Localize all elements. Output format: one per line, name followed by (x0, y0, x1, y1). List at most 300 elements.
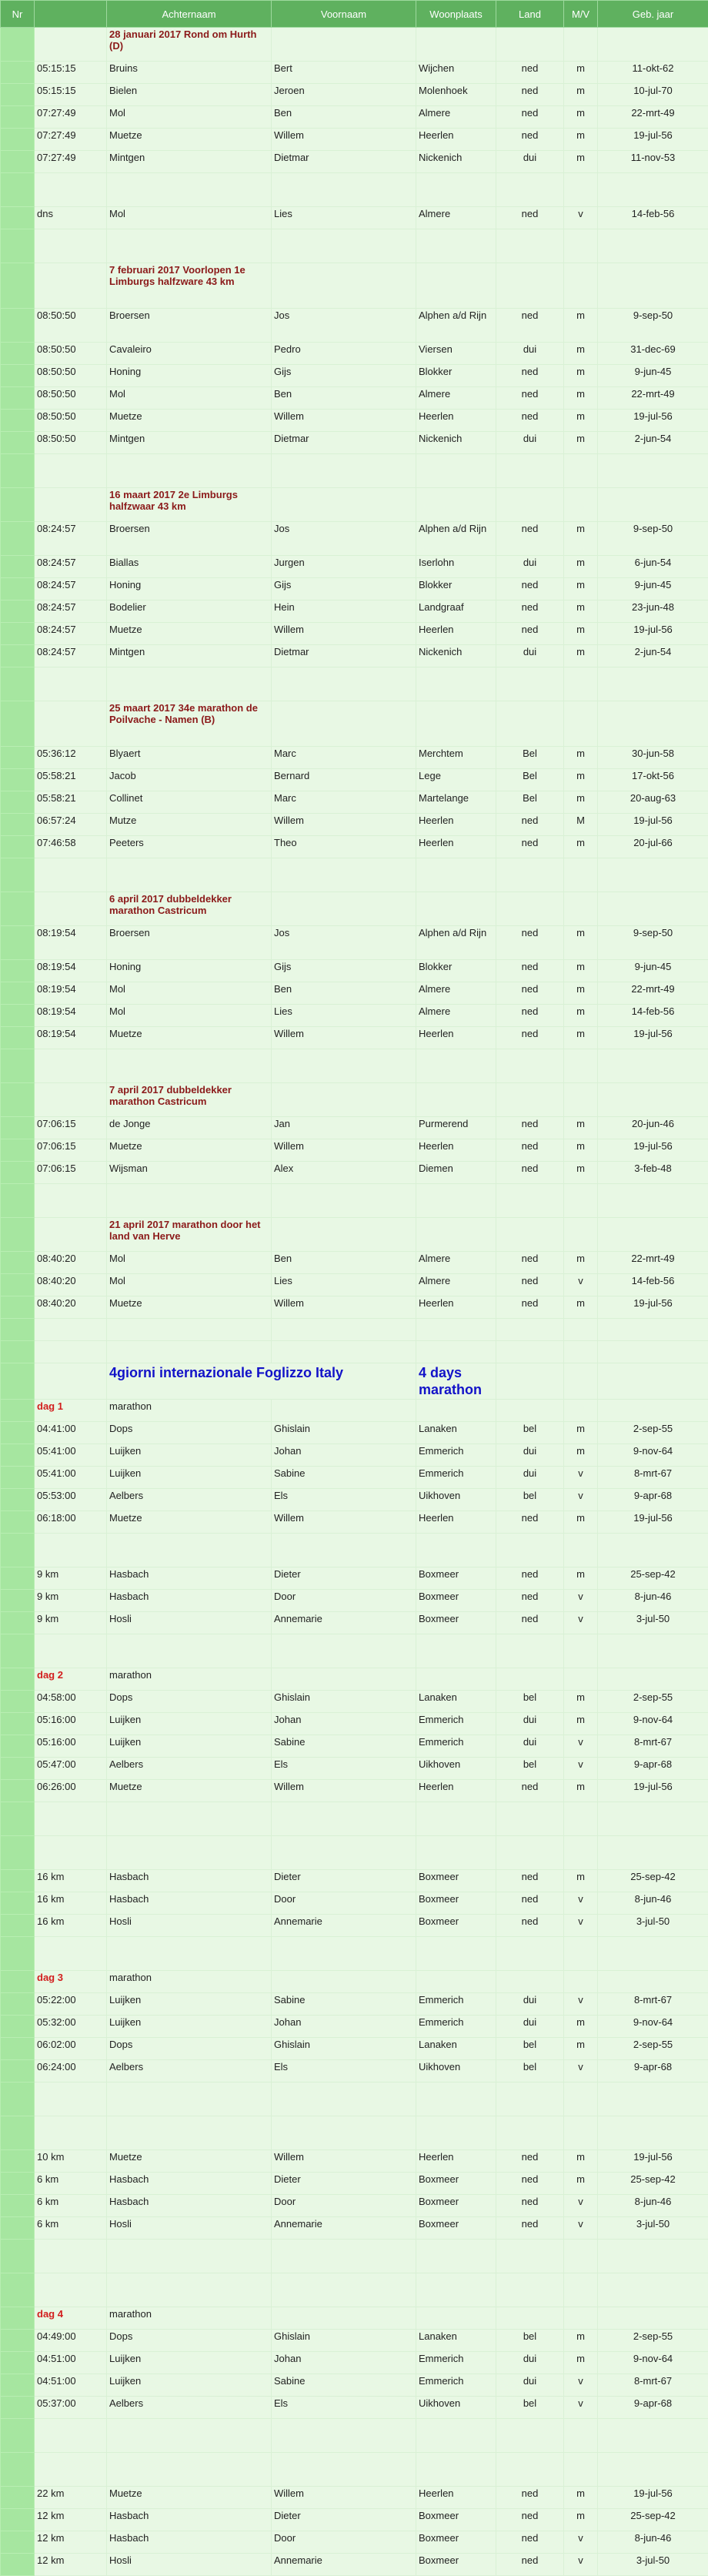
empty-cell (598, 1971, 708, 1993)
result-row (1, 1117, 708, 1139)
geb-jaar-cell: 2-sep-55 (598, 1691, 708, 1713)
empty-cell (107, 1937, 272, 1971)
geb-jaar-cell: 25-sep-42 (598, 2509, 708, 2531)
empty-cell (416, 263, 496, 309)
mv-cell: m (564, 1780, 598, 1802)
nr-cell (1, 747, 35, 769)
voornaam-cell: Willem (272, 1139, 416, 1162)
land-cell: dui (496, 1993, 564, 2016)
geb-jaar-cell: 20-jun-46 (598, 1117, 708, 1139)
empty-cell (107, 1836, 272, 1870)
nr-cell (1, 2016, 35, 2038)
mv-cell: v (564, 2397, 598, 2419)
achternaam-cell: Honing (107, 365, 272, 387)
achternaam-cell: de Jonge (107, 1117, 272, 1139)
header-voornaam: Voornaam (272, 1, 416, 28)
voornaam-cell: Dietmar (272, 432, 416, 454)
land-cell: ned (496, 2509, 564, 2531)
empty-cell (598, 1319, 708, 1341)
empty-cell (598, 263, 708, 309)
result-row (1, 2195, 708, 2217)
time-cell: 08:24:57 (35, 556, 107, 578)
empty-cell (564, 454, 598, 488)
event-heading-row (1, 488, 708, 522)
nr-cell (1, 488, 35, 522)
event-heading-row (1, 1083, 708, 1117)
woonplaats-cell: Alphen a/d Rijn (416, 926, 496, 960)
empty-cell (496, 1634, 564, 1668)
time-cell: 08:50:50 (35, 432, 107, 454)
land-cell: ned (496, 1590, 564, 1612)
voornaam-cell: Sabine (272, 1735, 416, 1758)
nr-cell (1, 1218, 35, 1252)
empty-cell (35, 173, 107, 207)
woonplaats-cell: Molenhoek (416, 84, 496, 106)
land-cell: dui (496, 2016, 564, 2038)
time-cell: 05:15:15 (35, 84, 107, 106)
result-row (1, 791, 708, 814)
voornaam-cell: Ben (272, 1252, 416, 1274)
nr-cell (1, 791, 35, 814)
result-row (1, 1511, 708, 1534)
time-cell: 16 km (35, 1870, 107, 1892)
event-title: 7 februari 2017 Voorlopen 1e Limburgs halfzware 43 km (107, 263, 272, 309)
voornaam-cell: Dieter (272, 2509, 416, 2531)
nr-cell (1, 309, 35, 343)
woonplaats-cell: Nickenich (416, 151, 496, 173)
land-cell: ned (496, 1005, 564, 1027)
empty-cell (107, 1341, 272, 1363)
nr-cell (1, 2554, 35, 2576)
empty-cell (35, 1836, 107, 1870)
geb-jaar-cell: 8-mrt-67 (598, 1467, 708, 1489)
result-row (1, 1567, 708, 1590)
result-row (1, 1612, 708, 1634)
woonplaats-cell: Heerlen (416, 410, 496, 432)
nr-cell (1, 1971, 35, 1993)
achternaam-cell: Luijken (107, 2016, 272, 2038)
empty-cell (598, 1802, 708, 1836)
time-cell: 16 km (35, 1892, 107, 1915)
nr-cell (1, 892, 35, 926)
empty-cell (272, 2273, 416, 2307)
result-row (1, 2397, 708, 2419)
woonplaats-cell: Boxmeer (416, 1892, 496, 1915)
voornaam-cell: Willem (272, 1296, 416, 1319)
empty-cell (496, 1083, 564, 1117)
empty-cell (272, 263, 416, 309)
nr-cell (1, 2116, 35, 2150)
empty-cell (272, 2083, 416, 2116)
woonplaats-cell: Boxmeer (416, 1915, 496, 1937)
empty-cell (416, 1668, 496, 1691)
empty-cell (272, 1049, 416, 1083)
nr-cell (1, 1363, 35, 1400)
voornaam-cell: Hein (272, 601, 416, 623)
woonplaats-cell: Emmerich (416, 2016, 496, 2038)
land-cell: ned (496, 106, 564, 129)
voornaam-cell: Els (272, 1758, 416, 1780)
nr-cell (1, 1184, 35, 1218)
empty-cell (35, 454, 107, 488)
voornaam-cell: Els (272, 2397, 416, 2419)
mv-cell: v (564, 1489, 598, 1511)
event-heading-row (1, 263, 708, 309)
empty-cell (598, 1083, 708, 1117)
woonplaats-cell: Boxmeer (416, 2195, 496, 2217)
mv-cell: v (564, 1892, 598, 1915)
empty-cell (598, 1634, 708, 1668)
time-cell: 06:57:24 (35, 814, 107, 836)
header-nr: Nr (1, 1, 35, 28)
empty-cell (35, 1319, 107, 1341)
voornaam-cell: Els (272, 1489, 416, 1511)
empty-cell (496, 1363, 564, 1400)
woonplaats-cell: Heerlen (416, 623, 496, 645)
woonplaats-cell: Blokker (416, 365, 496, 387)
land-cell: ned (496, 982, 564, 1005)
nr-cell (1, 387, 35, 410)
nr-cell (1, 2173, 35, 2195)
empty-cell (416, 454, 496, 488)
woonplaats-cell: Almere (416, 106, 496, 129)
empty-cell (107, 229, 272, 263)
voornaam-cell: Willem (272, 2150, 416, 2173)
empty-cell (416, 1218, 496, 1252)
nr-cell (1, 2273, 35, 2307)
empty-cell (272, 454, 416, 488)
time-cell: 04:49:00 (35, 2330, 107, 2352)
empty-cell (416, 2453, 496, 2487)
empty-cell (272, 1668, 416, 1691)
mv-cell: m (564, 1139, 598, 1162)
empty-cell (272, 2307, 416, 2330)
achternaam-cell: Dops (107, 1691, 272, 1713)
voornaam-cell: Willem (272, 2487, 416, 2509)
empty-cell (272, 2116, 416, 2150)
empty-cell (272, 1634, 416, 1668)
land-cell: dui (496, 343, 564, 365)
geb-jaar-cell: 11-okt-62 (598, 62, 708, 84)
empty-cell (416, 1083, 496, 1117)
time-cell: 6 km (35, 2195, 107, 2217)
nr-cell (1, 207, 35, 229)
result-row (1, 387, 708, 410)
mv-cell: v (564, 1590, 598, 1612)
achternaam-cell: Hasbach (107, 1870, 272, 1892)
nr-cell (1, 2240, 35, 2273)
land-cell: ned (496, 1117, 564, 1139)
geb-jaar-cell: 9-apr-68 (598, 1758, 708, 1780)
voornaam-cell: Willem (272, 1511, 416, 1534)
voornaam-cell: Marc (272, 791, 416, 814)
empty-cell (564, 1802, 598, 1836)
land-cell: bel (496, 2038, 564, 2060)
achternaam-cell: Broersen (107, 522, 272, 556)
time-cell: 07:27:49 (35, 106, 107, 129)
geb-jaar-cell: 9-sep-50 (598, 926, 708, 960)
empty-cell (496, 667, 564, 701)
result-row (1, 1691, 708, 1713)
header-geb-jaar: Geb. jaar (598, 1, 708, 28)
achternaam-cell: Wijsman (107, 1162, 272, 1184)
empty-cell (272, 858, 416, 892)
empty-cell (35, 2240, 107, 2273)
day-type: marathon (107, 1971, 272, 1993)
nr-cell (1, 1937, 35, 1971)
empty-cell (496, 1319, 564, 1341)
mv-cell: m (564, 1567, 598, 1590)
land-cell: dui (496, 1713, 564, 1735)
empty-cell (496, 1802, 564, 1836)
achternaam-cell: Dops (107, 1422, 272, 1444)
woonplaats-cell: Blokker (416, 578, 496, 601)
geb-jaar-cell: 2-sep-55 (598, 1422, 708, 1444)
woonplaats-cell: Emmerich (416, 2352, 496, 2374)
empty-cell (564, 173, 598, 207)
land-cell: ned (496, 1870, 564, 1892)
empty-cell (416, 28, 496, 62)
empty-cell (107, 1534, 272, 1567)
empty-cell (35, 1363, 107, 1400)
empty-cell (598, 2240, 708, 2273)
land-cell: ned (496, 2217, 564, 2240)
voornaam-cell: Theo (272, 836, 416, 858)
geb-jaar-cell: 3-feb-48 (598, 1162, 708, 1184)
achternaam-cell: Honing (107, 960, 272, 982)
empty-cell (496, 2419, 564, 2453)
empty-cell (496, 28, 564, 62)
nr-cell (1, 645, 35, 667)
time-cell: 07:27:49 (35, 129, 107, 151)
geb-jaar-cell: 9-sep-50 (598, 309, 708, 343)
empty-cell (107, 1049, 272, 1083)
empty-cell (416, 1634, 496, 1668)
woonplaats-cell: Emmerich (416, 1467, 496, 1489)
woonplaats-cell: Blokker (416, 960, 496, 982)
spacer-row (1, 1319, 708, 1341)
land-cell: ned (496, 2173, 564, 2195)
voornaam-cell: Willem (272, 1027, 416, 1049)
time-cell: 08:50:50 (35, 309, 107, 343)
result-row (1, 982, 708, 1005)
time-cell: 08:19:54 (35, 982, 107, 1005)
geb-jaar-cell: 8-mrt-67 (598, 1993, 708, 2016)
land-cell: dui (496, 432, 564, 454)
day-type: marathon (107, 1400, 272, 1422)
empty-cell (416, 173, 496, 207)
time-cell: 12 km (35, 2531, 107, 2554)
empty-cell (272, 2240, 416, 2273)
nr-cell (1, 2150, 35, 2173)
land-cell: ned (496, 62, 564, 84)
time-cell: 05:47:00 (35, 1758, 107, 1780)
empty-cell (564, 1400, 598, 1422)
achternaam-cell: Muetze (107, 2487, 272, 2509)
voornaam-cell: Jan (272, 1117, 416, 1139)
empty-cell (564, 2240, 598, 2273)
voornaam-cell: Dietmar (272, 151, 416, 173)
woonplaats-cell: Merchtem (416, 747, 496, 769)
empty-cell (496, 858, 564, 892)
voornaam-cell: Johan (272, 1713, 416, 1735)
geb-jaar-cell: 19-jul-56 (598, 1027, 708, 1049)
mv-cell: m (564, 62, 598, 84)
mv-cell: m (564, 2487, 598, 2509)
empty-cell (272, 1802, 416, 1836)
event-title: 25 maart 2017 34e marathon de Poilvache - Namen (B) (107, 701, 272, 747)
empty-cell (598, 2116, 708, 2150)
nr-cell (1, 1534, 35, 1567)
voornaam-cell: Jurgen (272, 556, 416, 578)
woonplaats-cell: Emmerich (416, 1713, 496, 1735)
achternaam-cell: Hasbach (107, 2509, 272, 2531)
mv-cell: m (564, 387, 598, 410)
land-cell: ned (496, 410, 564, 432)
achternaam-cell: Luijken (107, 1467, 272, 1489)
woonplaats-cell: Lanaken (416, 2330, 496, 2352)
time-cell: 08:24:57 (35, 645, 107, 667)
nr-cell (1, 1915, 35, 1937)
time-cell: 04:58:00 (35, 1691, 107, 1713)
woonplaats-cell: Lanaken (416, 1422, 496, 1444)
land-cell: dui (496, 645, 564, 667)
mv-cell: v (564, 207, 598, 229)
nr-cell (1, 1489, 35, 1511)
empty-cell (416, 1400, 496, 1422)
voornaam-cell: Gijs (272, 960, 416, 982)
geb-jaar-cell: 14-feb-56 (598, 207, 708, 229)
geb-jaar-cell: 9-apr-68 (598, 2397, 708, 2419)
day-type: marathon (107, 1668, 272, 1691)
voornaam-cell: Door (272, 2195, 416, 2217)
empty-cell (564, 2307, 598, 2330)
land-cell: bel (496, 2397, 564, 2419)
empty-cell (496, 2453, 564, 2487)
nr-cell (1, 1691, 35, 1713)
empty-cell (564, 1363, 598, 1400)
empty-cell (598, 667, 708, 701)
mv-cell: m (564, 2150, 598, 2173)
achternaam-cell: Honing (107, 578, 272, 601)
land-cell: ned (496, 309, 564, 343)
nr-cell (1, 1049, 35, 1083)
achternaam-cell: Mintgen (107, 645, 272, 667)
achternaam-cell: Hosli (107, 1915, 272, 1937)
achternaam-cell: Hasbach (107, 2195, 272, 2217)
woonplaats-cell: Heerlen (416, 1780, 496, 1802)
geb-jaar-cell: 3-jul-50 (598, 2217, 708, 2240)
empty-cell (35, 1534, 107, 1567)
empty-cell (496, 1184, 564, 1218)
empty-cell (564, 1049, 598, 1083)
mv-cell: m (564, 2509, 598, 2531)
land-cell: dui (496, 151, 564, 173)
empty-cell (35, 28, 107, 62)
empty-cell (598, 1534, 708, 1567)
day-heading-row (1, 1971, 708, 1993)
achternaam-cell: Mintgen (107, 432, 272, 454)
empty-cell (496, 454, 564, 488)
land-cell: ned (496, 522, 564, 556)
empty-cell (35, 858, 107, 892)
empty-cell (496, 1218, 564, 1252)
geb-jaar-cell: 19-jul-56 (598, 1511, 708, 1534)
empty-cell (35, 2453, 107, 2487)
nr-cell (1, 106, 35, 129)
empty-cell (564, 2453, 598, 2487)
nr-cell (1, 1567, 35, 1590)
voornaam-cell: Marc (272, 747, 416, 769)
mv-cell: m (564, 1444, 598, 1467)
land-cell: dui (496, 2374, 564, 2397)
land-cell: ned (496, 84, 564, 106)
geb-jaar-cell: 10-jul-70 (598, 84, 708, 106)
land-cell: Bel (496, 747, 564, 769)
geb-jaar-cell: 19-jul-56 (598, 410, 708, 432)
mv-cell: m (564, 1117, 598, 1139)
mv-cell: m (564, 791, 598, 814)
empty-cell (107, 454, 272, 488)
empty-cell (416, 229, 496, 263)
result-row (1, 151, 708, 173)
achternaam-cell: Mol (107, 387, 272, 410)
result-row (1, 1274, 708, 1296)
land-cell: ned (496, 1296, 564, 1319)
achternaam-cell: Mol (107, 982, 272, 1005)
mv-cell: m (564, 836, 598, 858)
empty-cell (496, 1400, 564, 1422)
nr-cell (1, 1139, 35, 1162)
result-row (1, 1892, 708, 1915)
mv-cell: m (564, 151, 598, 173)
mv-cell: m (564, 556, 598, 578)
empty-cell (272, 28, 416, 62)
mv-cell: m (564, 645, 598, 667)
time-cell: 06:26:00 (35, 1780, 107, 1802)
land-cell: ned (496, 2487, 564, 2509)
result-row (1, 2150, 708, 2173)
geb-jaar-cell: 9-sep-50 (598, 522, 708, 556)
empty-cell (416, 2273, 496, 2307)
empty-cell (107, 1634, 272, 1668)
empty-cell (272, 667, 416, 701)
empty-cell (35, 229, 107, 263)
woonplaats-cell: Uikhoven (416, 1758, 496, 1780)
time-cell: 08:40:20 (35, 1296, 107, 1319)
geb-jaar-cell: 22-mrt-49 (598, 387, 708, 410)
achternaam-cell: Blyaert (107, 747, 272, 769)
achternaam-cell: Hosli (107, 1612, 272, 1634)
empty-cell (107, 2083, 272, 2116)
empty-cell (107, 2273, 272, 2307)
empty-cell (416, 488, 496, 522)
land-cell: ned (496, 960, 564, 982)
time-cell: 08:24:57 (35, 522, 107, 556)
empty-cell (272, 1836, 416, 1870)
header-land: Land (496, 1, 564, 28)
empty-cell (272, 701, 416, 747)
spacer-row (1, 1184, 708, 1218)
foglizzo-title: 4giorni internazionale Foglizzo Italy (107, 1363, 416, 1400)
empty-cell (416, 1971, 496, 1993)
mv-cell: m (564, 1296, 598, 1319)
voornaam-cell: Annemarie (272, 1612, 416, 1634)
result-row (1, 2374, 708, 2397)
geb-jaar-cell: 9-nov-64 (598, 2016, 708, 2038)
empty-cell (564, 2419, 598, 2453)
voornaam-cell: Lies (272, 207, 416, 229)
